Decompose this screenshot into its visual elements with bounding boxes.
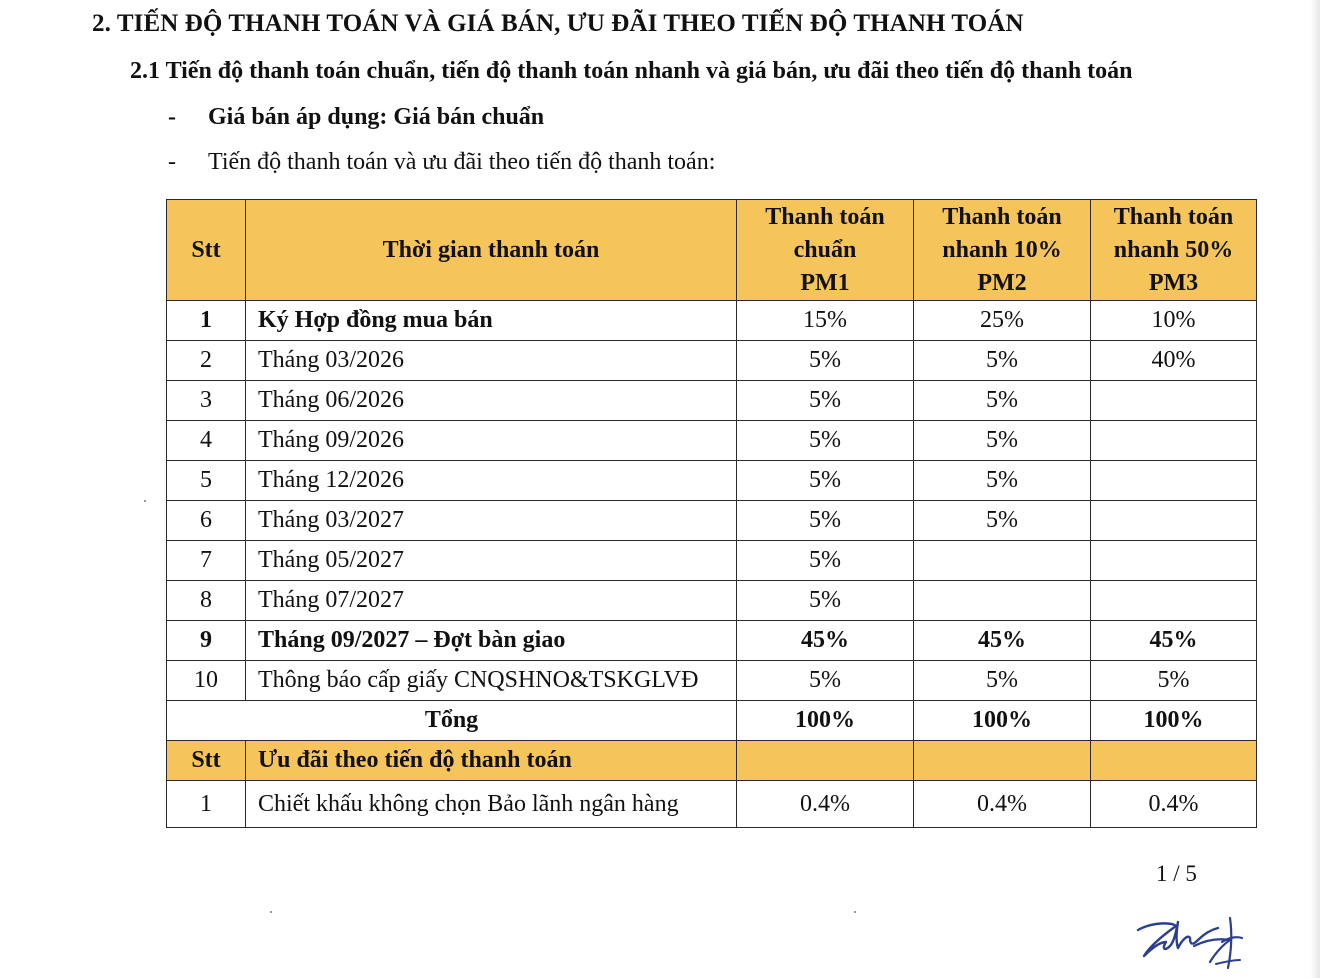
table-row [167,461,1257,501]
discount-header-label: Ưu đãi theo tiến độ thanh toán [246,741,737,781]
cell-stt: 2 [167,341,246,381]
cell-stt: 7 [167,541,246,581]
header-pm3-line: nhanh 50% [1113,236,1234,263]
total-pm3: 100% [1091,701,1257,741]
cell-pm1: 5% [737,421,914,461]
cell-pm2 [914,581,1091,621]
discount-header-row [167,741,1257,781]
cell-pm2: 5% [914,501,1091,541]
total-pm2: 100% [914,701,1091,741]
header-pm2-line: nhanh 10% [942,236,1062,263]
discount-header-stt: Stt [167,741,246,781]
bullet-text: Giá bán áp dụng: Giá bán chuẩn [208,104,545,130]
header-pm3-line: Thanh toán [1113,203,1234,230]
cell-pm3: 0.4% [1091,781,1257,828]
cell-time: Tháng 05/2027 [246,541,737,581]
cell-stt: 1 [167,301,246,341]
cell-pm3 [1091,421,1257,461]
cell-pm1: 5% [737,341,914,381]
cell-time: Tháng 09/2026 [246,421,737,461]
cell-pm1: 5% [737,541,914,581]
cell-pm1: 15% [737,301,914,341]
header-stt: Stt [167,200,246,301]
cell-time: Tháng 07/2027 [246,581,737,621]
handwritten-signature [1132,912,1252,972]
cell-time: Tháng 09/2027 – Đợt bàn giao [246,621,737,661]
cell-pm3: 5% [1091,661,1257,701]
scan-speck [144,500,146,502]
table-row [167,661,1257,701]
cell-time: Ký Hợp đồng mua bán [246,301,737,341]
cell-pm2 [914,541,1091,581]
total-pm1: 100% [737,701,914,741]
cell-pm1: 5% [737,381,914,421]
cell-time: Thông báo cấp giấy CNQSHNO&TSKGLVĐ [246,661,737,701]
bullet-text: Tiến độ thanh toán và ưu đãi theo tiến độ thanh toán: [208,149,716,175]
table-row [167,381,1257,421]
bullet-dash: - [168,149,176,175]
cell-pm1: 5% [737,661,914,701]
cell-pm3 [1091,541,1257,581]
cell-time: Tháng 03/2026 [246,341,737,381]
discount-header-blank [1091,741,1257,781]
cell-pm3 [1091,501,1257,541]
cell-discount-label: Chiết khấu không chọn Bảo lãnh ngân hàng [246,781,737,828]
discount-header-blank [914,741,1091,781]
subsection-heading: 2.1 Tiến độ thanh toán chuẩn, tiến độ thanh toán nhanh và giá bán, ưu đãi theo tiến độ thanh toán [130,58,1133,84]
table-header-row [167,200,1257,301]
table-row-handover [167,621,1257,661]
cell-pm3 [1091,381,1257,421]
cell-time: Tháng 03/2027 [246,501,737,541]
header-pm1-line: PM1 [800,269,850,296]
cell-pm1: 5% [737,461,914,501]
scan-speck [854,911,856,913]
cell-pm1: 45% [737,621,914,661]
cell-stt: 6 [167,501,246,541]
cell-pm2: 25% [914,301,1091,341]
scan-speck [270,911,272,913]
header-pm3-line: PM3 [1148,269,1199,296]
discount-row [167,781,1257,828]
cell-pm2: 0.4% [914,781,1091,828]
cell-time: Tháng 06/2026 [246,381,737,421]
cell-pm2: 45% [914,621,1091,661]
cell-stt: 10 [167,661,246,701]
table-row [167,581,1257,621]
total-label: Tổng [167,701,737,741]
header-pm2 [914,200,1091,301]
table-row [167,341,1257,381]
cell-pm1: 5% [737,501,914,541]
cell-pm1: 0.4% [737,781,914,828]
page-edge-shadow [1310,0,1320,978]
table-row [167,301,1257,341]
discount-header-blank [737,741,914,781]
cell-pm3 [1091,461,1257,501]
cell-pm3: 10% [1091,301,1257,341]
section-heading: 2. TIẾN ĐỘ THANH TOÁN VÀ GIÁ BÁN, ƯU ĐÃI THEO TIẾN ĐỘ THANH TOÁN [92,10,1024,37]
table-row [167,501,1257,541]
table-row [167,541,1257,581]
header-pm1-line: chuẩn [793,236,857,263]
cell-pm2: 5% [914,421,1091,461]
header-pm2-line: Thanh toán [942,203,1062,230]
header-pm3 [1091,200,1257,301]
cell-pm3: 45% [1091,621,1257,661]
cell-pm3: 40% [1091,341,1257,381]
table-row [167,421,1257,461]
header-pm2-line: PM2 [977,269,1027,296]
cell-stt: 1 [167,781,246,828]
cell-pm1: 5% [737,581,914,621]
table-total-row [167,701,1257,741]
header-time: Thời gian thanh toán [246,200,737,301]
page-number: 1 / 5 [1156,861,1197,886]
cell-pm2: 5% [914,461,1091,501]
cell-pm2: 5% [914,381,1091,421]
cell-pm2: 5% [914,661,1091,701]
cell-pm3 [1091,581,1257,621]
cell-stt: 8 [167,581,246,621]
cell-stt: 5 [167,461,246,501]
cell-pm2: 5% [914,341,1091,381]
header-pm1 [737,200,914,301]
cell-stt: 9 [167,621,246,661]
bullet-dash: - [168,104,176,130]
cell-stt: 3 [167,381,246,421]
payment-schedule-table [166,199,1257,828]
cell-stt: 4 [167,421,246,461]
header-pm1-line: Thanh toán [765,203,885,230]
cell-time: Tháng 12/2026 [246,461,737,501]
